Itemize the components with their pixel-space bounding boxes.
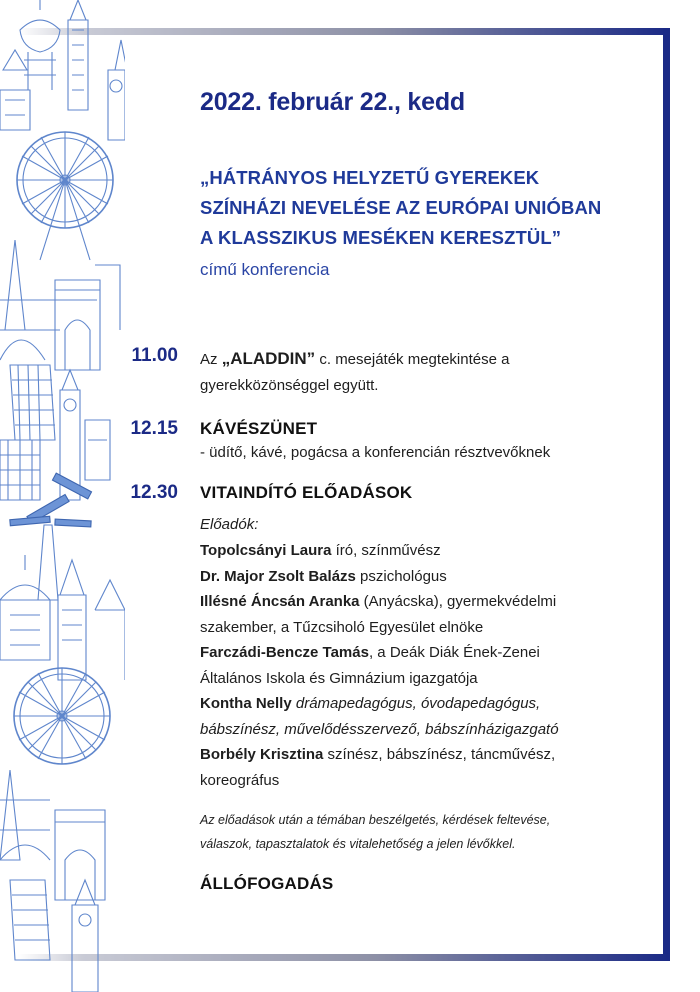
speaker-item: [200, 564, 640, 590]
speaker-item: [200, 538, 640, 564]
speaker-name: Topolcsányi Laura: [200, 542, 332, 559]
speaker-desc: drámapedagógus, óvodapedagógus,: [291, 695, 541, 712]
program-item-aladdin: [200, 346, 640, 399]
speaker-desc: író, színművész: [331, 542, 441, 559]
conference-subtitle: című konferencia: [200, 260, 330, 279]
onion-dome-icon: [20, 0, 60, 90]
program-time: 12.15: [130, 418, 178, 439]
speaker-desc: pszichológus: [355, 567, 447, 585]
clock-tower-icon: [72, 880, 98, 992]
eiffel-tower-icon: [0, 240, 60, 360]
speaker-item: [200, 742, 640, 793]
speaker-desc: , a Deák Diák Ének-Zenei: [368, 644, 540, 661]
ferris-wheel-icon: [17, 132, 113, 260]
discussion-note: [200, 808, 640, 856]
program-time: 11.00: [131, 345, 178, 366]
note-line: válaszok, tapasztalatok és vitalehetőség a jelen lévőkkel.: [200, 837, 516, 851]
note-line: Az előadások után a témában beszélgetés, kérdések feltevése,: [200, 813, 551, 827]
title-line: „HÁTRÁNYOS HELYZETŰ GYEREKEK: [200, 167, 540, 188]
speaker-desc: színész, bábszínész, táncművész,: [323, 746, 556, 763]
speaker-list: [200, 512, 640, 793]
program-heading-coffee-break: KÁVÉSZÜNET: [200, 419, 318, 438]
conference-title: [200, 163, 640, 253]
program-text: Az: [200, 351, 222, 368]
speaker-name: Borbély Krisztina: [200, 746, 324, 763]
program-detail: - üdítő, kávé, pogácsa a konferencián résztvevőknek: [200, 444, 551, 461]
landmark-skyline-illustration: [0, 0, 125, 992]
speaker-desc: (Anyácska), gyermekvédelmi: [359, 593, 557, 610]
speaker-name: Kontha Nelly: [200, 695, 292, 712]
speaker-name: Dr. Major Zsolt Balázs: [200, 567, 356, 585]
cathedral-icon: [0, 50, 30, 130]
palace-icon: [0, 440, 40, 500]
speaker-desc-line2: bábszínész, művelődésszervező, bábszínházigazgató: [200, 720, 559, 738]
program-heading-lectures: VITAINDÍTÓ ELŐADÁSOK: [200, 483, 413, 502]
event-date: 2022. február 22., kedd: [200, 88, 465, 116]
ferris-wheel-icon-2: [14, 668, 110, 764]
program-line: [200, 346, 640, 373]
leaning-tower-icon: [10, 365, 55, 440]
speaker-item: [200, 589, 640, 640]
dome-church-icon: [0, 555, 50, 660]
speaker-desc-line2: koreográfus: [200, 771, 280, 789]
program-line: gyerekközönséggel együtt.: [200, 377, 379, 394]
speaker-desc-line2: szakember, a Tűzcsiholó Egyesület elnöke: [200, 618, 484, 636]
speaker-item: [200, 691, 640, 742]
play-title: „ALADDIN”: [221, 349, 316, 368]
leaning-tower-icon-2: [10, 880, 50, 960]
speaker-desc-line2: Általános Iskola és Gimnázium igazgatója: [200, 669, 478, 687]
closing-reception: ÁLLÓFOGADÁS: [200, 874, 334, 893]
title-line: SZÍNHÁZI NEVELÉSE AZ EURÓPAI UNIÓBAN: [200, 197, 602, 218]
frame-right-border: [663, 28, 670, 961]
tower-spire-icon: [68, 0, 125, 140]
program-text: c. mesejáték megtekintése a: [315, 351, 510, 368]
eiffel-tower-icon-2: [0, 770, 50, 860]
title-line: A KLASSZIKUS MESÉKEN KERESZTÜL”: [200, 227, 562, 248]
speakers-label: Előadók:: [200, 516, 259, 533]
speaker-item: [200, 640, 640, 691]
speaker-name: Farczádi-Bencze Tamás: [200, 644, 369, 661]
arch-gate-icon-2: [55, 810, 105, 900]
speaker-name: Illésné Áncsán Aranka: [200, 593, 360, 610]
program-time: 12.30: [130, 482, 178, 503]
gothic-tower-icon: [58, 560, 125, 680]
